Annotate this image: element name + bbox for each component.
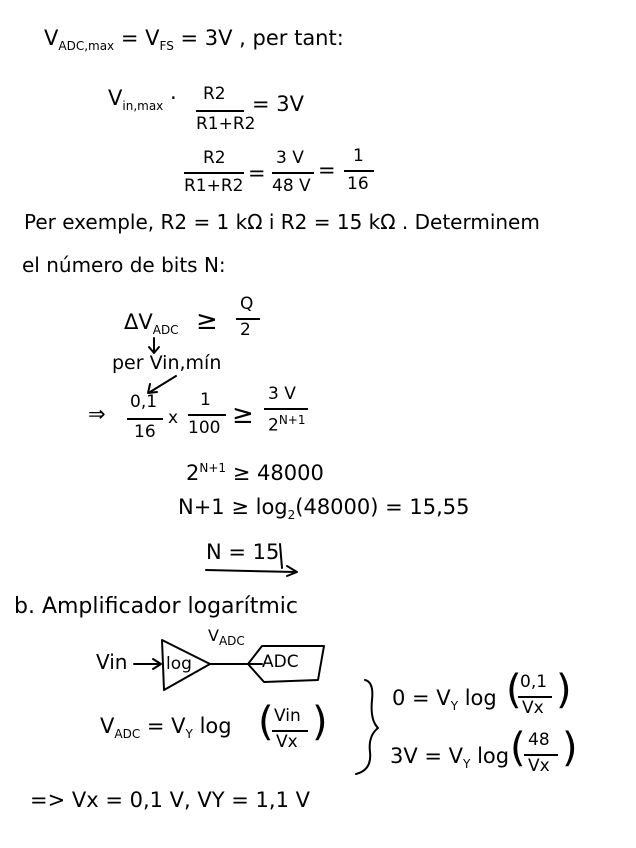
paren-close-1: ) (312, 699, 328, 745)
fraction-den-16: 16 (347, 174, 369, 194)
vin-max-subscript: in,max (122, 99, 164, 114)
vfs-subscript: FS (159, 39, 174, 54)
bits-line: el número de bits N: (22, 253, 226, 277)
underline-arrow-icon (206, 570, 296, 572)
delta-v-symbol: ΔV (124, 310, 153, 334)
vadc-letter: V (208, 626, 219, 645)
den-exponent: N+1 (278, 413, 306, 427)
implies-arrow: ⇒ (88, 402, 106, 426)
final-result: => Vx = 0,1 V, VY = 1,1 V (30, 788, 310, 812)
sys1-sub: Y (450, 699, 459, 714)
fraction-num-3v: 3 V (276, 148, 304, 168)
example-line: Per exemple, R2 = 1 kΩ i R2 = 15 kΩ . Determinem (24, 210, 540, 234)
diagram-adc-label: ADC (262, 652, 299, 672)
result-n-15: N = 15 (206, 540, 280, 564)
n1-ge-log: N+1 ≥ log (178, 495, 288, 519)
diagram-log-label: log (166, 654, 192, 674)
sys2-log: log (477, 744, 510, 768)
paren-open-2: ( (506, 667, 522, 713)
equals-sign: = (248, 161, 266, 185)
exponent-n1: N+1 (199, 461, 227, 475)
fraction-num-r2-b: R2 (203, 148, 226, 168)
sys1-num: 0,1 (520, 672, 548, 692)
eq1-v: V (100, 714, 115, 738)
fraction-num-1: 1 (353, 146, 364, 166)
fraction-den-2: 2 (240, 320, 251, 340)
eq1-sub: ADC (114, 727, 141, 742)
paren-open-1: ( (258, 699, 274, 745)
fraction-den-16-b: 16 (134, 422, 156, 442)
eq1-den-vx: Vx (276, 732, 298, 752)
fraction-den-100: 100 (188, 418, 221, 438)
per-vin-min-note: per Vin,mín (112, 352, 222, 374)
paren-close-3: ) (562, 725, 578, 771)
fraction-den-48v: 48 V (272, 176, 311, 196)
sys2-lhs: 3V = V (390, 744, 464, 768)
log-result: (48000) = 15,55 (295, 495, 470, 519)
eq1-log: log (199, 714, 232, 738)
diagram-vin: Vin (96, 650, 128, 674)
sys2-num: 48 (528, 730, 550, 750)
fraction-num-r2: R2 (203, 84, 226, 104)
equals-3v: = 3V (252, 92, 304, 116)
sys2-den: Vx (528, 756, 550, 776)
vadc-subscript: ADC,max (58, 39, 115, 54)
fraction-num-3v-b: 3 V (268, 384, 296, 404)
sys1-den: Vx (522, 698, 544, 718)
paren-open-3: ( (510, 725, 526, 771)
line1-rest: = 3V , per tant: (180, 26, 344, 50)
sys1-log: log (464, 686, 497, 710)
vfs-symbol: = V (120, 26, 160, 50)
eq1-num-vin: Vin (274, 706, 301, 726)
fraction-den-r1r2: R1+R2 (196, 114, 256, 134)
den-base-2: 2 (268, 415, 279, 436)
fraction-num-0-1: 0,1 (130, 392, 158, 412)
fraction-den-r1r2-b: R1+R2 (184, 176, 244, 196)
greater-equal-sign: ≥ (196, 306, 218, 336)
result-tick-mark (280, 544, 282, 568)
paren-close-2: ) (556, 667, 572, 713)
vadc-symbol: V (44, 26, 59, 50)
ge-48000: ≥ 48000 (232, 461, 324, 485)
eq1-vy-sub: Y (185, 727, 193, 742)
eq1-vy: = V (146, 714, 186, 738)
sys1-lhs: 0 = V (392, 686, 451, 710)
delta-v-subscript: ADC (152, 323, 179, 338)
base-2: 2 (186, 461, 200, 485)
fraction-num-1-b: 1 (200, 390, 211, 410)
log-amplifier-triangle-icon (162, 640, 210, 690)
equals-sign-2: = (318, 158, 336, 182)
greater-equal-sign-2: ≥ (232, 400, 254, 430)
vadc-sub: ADC (218, 634, 245, 649)
vin-letter: V (108, 86, 123, 110)
section-b-title: b. Amplificador logarítmic (14, 594, 298, 619)
multiply-dot: · (169, 86, 177, 110)
diagonal-arrow-icon (150, 376, 176, 392)
fraction-num-q: Q (240, 294, 254, 314)
log-base: 2 (287, 508, 296, 523)
sys2-sub: Y (463, 757, 471, 772)
times-sign: x (168, 408, 179, 428)
system-brace-icon (356, 680, 378, 774)
